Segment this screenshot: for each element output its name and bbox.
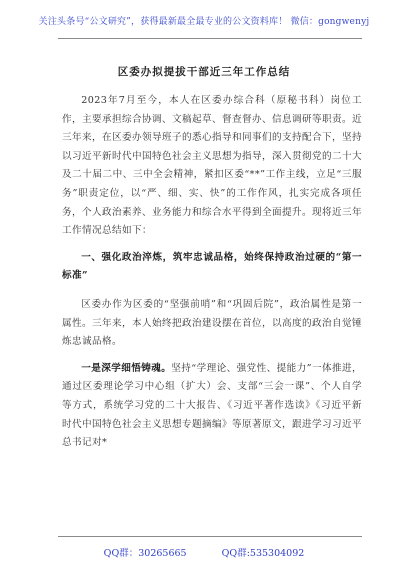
lead-paragraph bbox=[62, 360, 362, 453]
document-title: 区委办拟提拔干部近三年工作总结 bbox=[117, 66, 291, 78]
header-divider bbox=[58, 38, 362, 39]
footer-contacts bbox=[0, 545, 408, 559]
footer-divider bbox=[58, 536, 362, 537]
document-body bbox=[62, 92, 362, 453]
lead-phrase: 一是深学细悟铸魂。 bbox=[81, 362, 172, 374]
qq-group-2: QQ群:535304092 bbox=[221, 548, 305, 559]
section-paragraph: 区委办作为区委的“坚强前哨”和“巩固后院”，政治属性是第一属性。三年来，本人始终把政治建设摆在首位，以高度的政治自觉锤炼忠诚品格。 bbox=[62, 298, 362, 348]
promo-banner: 关注头条号“公文研究”，获得最新最全最专业的公文资料库！ 微信：gongwenyj bbox=[38, 17, 370, 27]
lead-paragraph-text: 坚持“学理论、强党性、提能力”一体推进，通过区委理论学习中心组（扩大）会、支部“三会一课”、个人自学等方式，系统学习党的二十大报告、《习近平著作选读》《习近平新时代中国特色社会主义思想专题摘编》等原著原文，跟进学习习近平总书记对* bbox=[62, 362, 362, 449]
intro-paragraph: 2023年7月至今，本人在区委办综合科（原秘书科）岗位工作，主要承担综合协调、文稿起草、督查督办、信息调研等职责。近三年来，在区委办领导班子的悉心指导和同事们的支持配合下，坚持以习近平新时代中国特色社会主义思想为指导，深入贯彻党的二十大及二十届二中、三中全会精神，紧扣区委“**”工作主线，立足“三服务”职责定位，以“严、细、实、快”的工作作风，扎实完成各项任务，个人政治素养、业务能力和综合水平得到全面提升。现将近三年工作情况总结如下： bbox=[62, 95, 362, 237]
section-heading: 一、强化政治淬炼，筑牢忠诚品格，始终保持政治过硬的“第一标准” bbox=[62, 251, 362, 282]
qq-group-1: QQ群：30265665 bbox=[103, 548, 187, 559]
